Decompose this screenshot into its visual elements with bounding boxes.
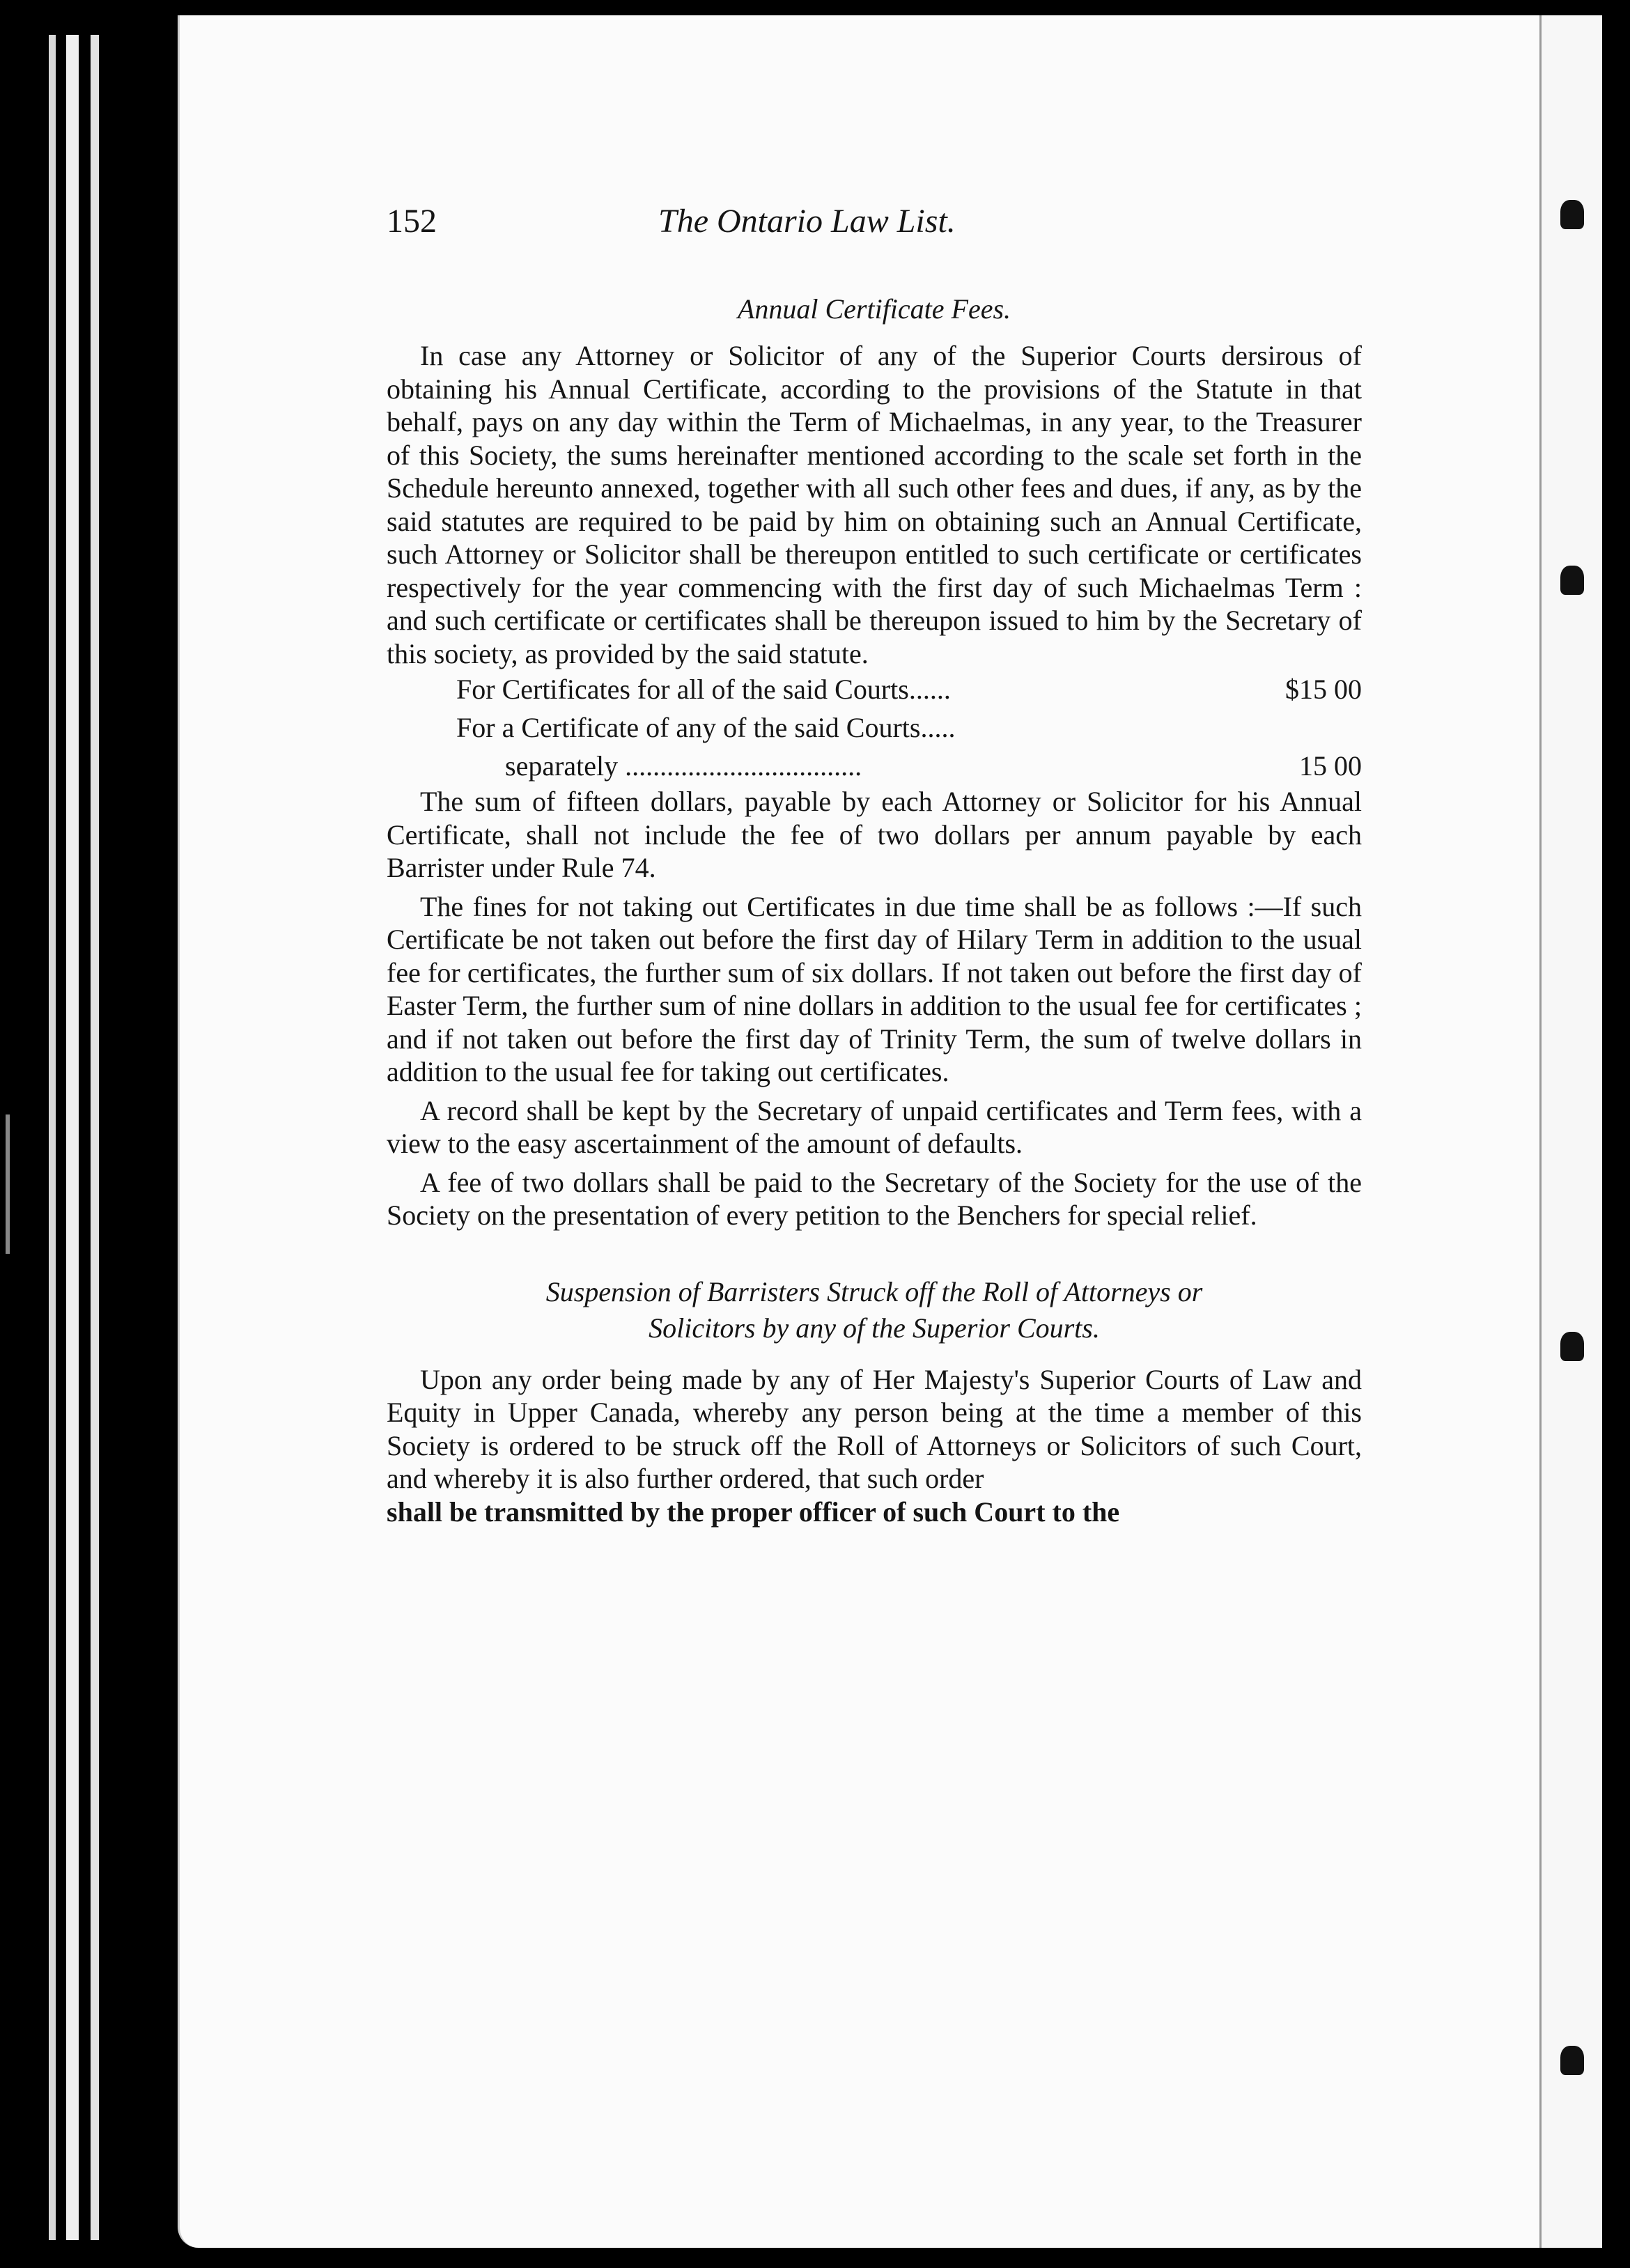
paragraph: Upon any order being made by any of Her Majesty's Superior Courts of Law and Equity in Upper Canada, whereby any person being at the time a member of this Society is ordered to be struck off the Roll of Attorneys or Solicitors of such Court, and whereby it is also further ordered, that such order bbox=[387, 1363, 1362, 1494]
fee-amount: 15 00 bbox=[1299, 750, 1362, 782]
page-number: 152 bbox=[387, 203, 437, 240]
paragraph: The fines for not taking out Certificates in due time shall be as follows :—If such Certificate be not taken out before the first day of Hilary Term in addition to the usual fee for certificates, the further sum of six dollars. If not taken out before the first day of Easter Term, the further sum of nine dollars in addition to the usual fee for certificates ; and if not taken out before the first day of Trinity Term, the sum of twelve dollars in addition to the usual fee for taking out certificates. bbox=[387, 890, 1362, 1087]
fee-line bbox=[387, 670, 1362, 708]
fee-line bbox=[387, 747, 1362, 785]
paragraph: In case any Attorney or Solicitor of any of the Superior Courts dersirous of obtaining his Annual Certificate, according to the provisions of the Statute in that behalf, pays on any day within the Term of Michaelmas, in any year, to the Treasurer of this Society, the sums hereinafter mentioned according to the scale set forth in the Schedule hereunto annexed, together with all such other fees and dues, if any, as by the said statutes are required to be paid by him on obtaining such an Annual Certificate, such Attorney or Solicitor shall be thereupon entitled to such certificate or certificates respectively for the year commencing with the first day of such Michaelmas Term : and such certificate or certificates shall be thereupon issued to him by the Secretary of this society, as provided by the said statute. bbox=[387, 340, 1362, 669]
page-divider bbox=[1539, 15, 1542, 2248]
section-heading-line: Solicitors by any of the Superior Courts. bbox=[649, 1312, 1100, 1344]
page-edge-strip bbox=[91, 35, 99, 2240]
running-head bbox=[387, 202, 1362, 258]
section-heading-line: Suspension of Barristers Struck off the Roll of Attorneys or bbox=[545, 1275, 1203, 1307]
paragraph: A record shall be kept by the Secretary of unpaid certificates and Term fees, with a view to the easy ascertainment of the amount of defaults. bbox=[387, 1094, 1362, 1159]
page-title: The Ontario Law List. bbox=[658, 203, 956, 240]
fee-line bbox=[387, 708, 1362, 747]
fee-label: For a Certificate of any of the said Courts..... bbox=[456, 712, 956, 743]
page-edge-strip bbox=[66, 35, 79, 2240]
section-heading: Annual Certificate Fees. bbox=[737, 293, 1011, 325]
section-heading bbox=[387, 1274, 1362, 1346]
page-content bbox=[387, 202, 1362, 1528]
binding-mark-icon bbox=[1560, 1332, 1584, 1361]
paragraph: A fee of two dollars shall be paid to the Secretary of the Society for the use of the Society on the presentation of every petition to the Benchers for special relief. bbox=[387, 1166, 1362, 1231]
fee-label: For Certificates for all of the said Courts...... bbox=[456, 674, 951, 705]
binding-mark-icon bbox=[1560, 566, 1584, 595]
fee-amount: $15 00 bbox=[1285, 674, 1362, 705]
binding-mark-icon bbox=[1560, 2046, 1584, 2075]
binding-mark-icon bbox=[1560, 200, 1584, 229]
scan-artifact bbox=[6, 1114, 10, 1254]
paragraph-continuation: shall be transmitted by the proper officer of such Court to the bbox=[387, 1496, 1120, 1528]
fee-label: separately .................................. bbox=[505, 750, 862, 782]
facing-page-edge bbox=[1539, 15, 1602, 2248]
paragraph: The sum of fifteen dollars, payable by each Attorney or Solicitor for his Annual Certificate, shall not include the fee of two dollars per annum payable by each Barrister under Rule 74. bbox=[387, 786, 1362, 883]
page-edge-strip bbox=[49, 35, 56, 2240]
